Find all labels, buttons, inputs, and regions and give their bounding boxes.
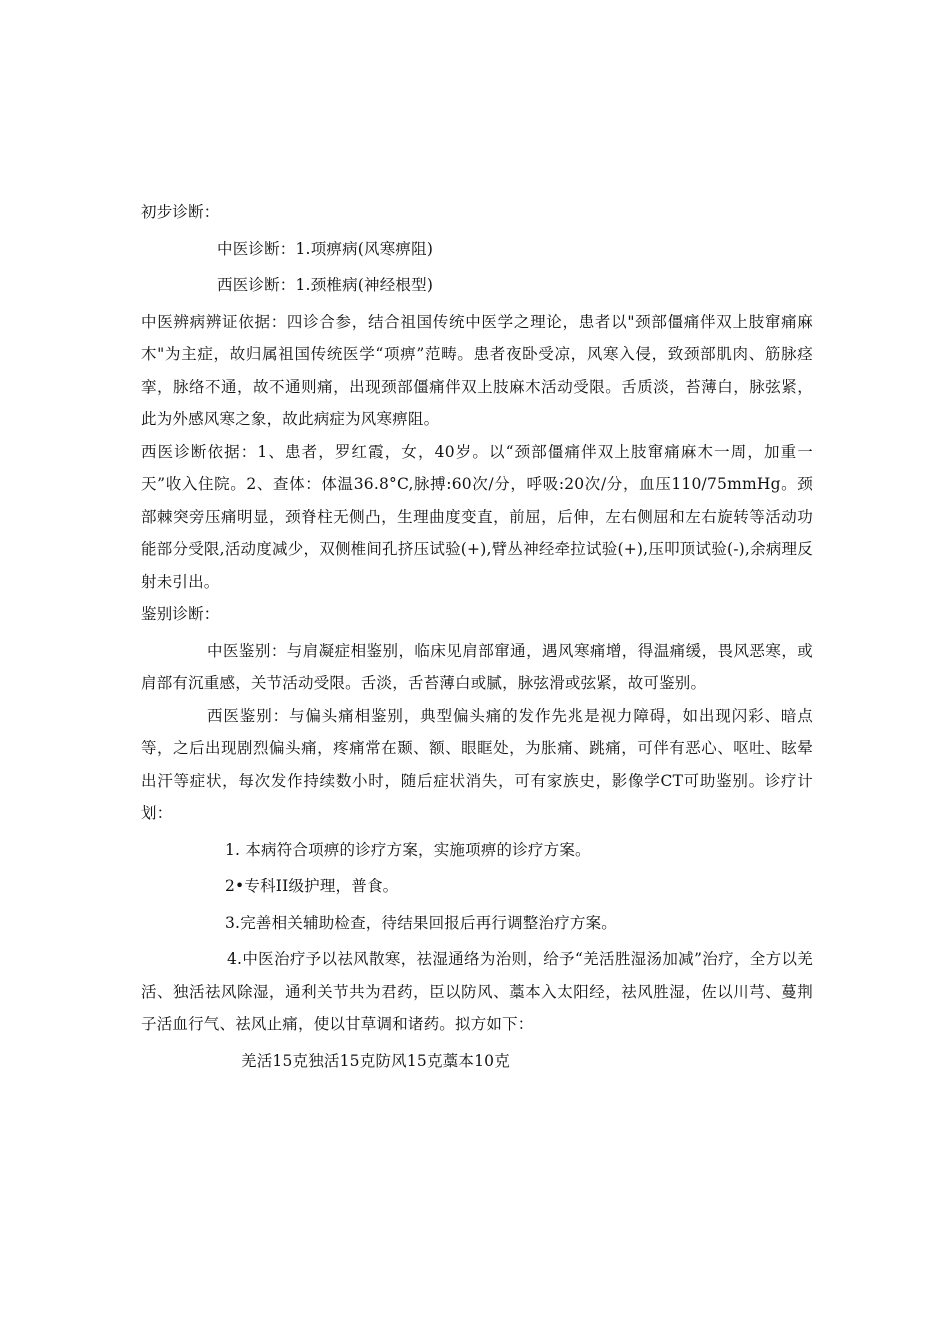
wm-basis-paragraph: 西医诊断依据：1、患者，罗红霞，女，40岁。以“颈部僵痛伴双上肢窜痛麻木一周，加重一天”收入住院。2、查体：体温36.8°C,脉搏:60次/分，呼吸:20次/分，血压110/75mmHg。颈部棘突旁压痛明显，颈脊柱无侧凸，生理曲度变直，前屈，后伸，左右侧屈和左右旋转等活动功能部分受限,活动度减少，双侧椎间孔挤压试验(+),臂丛神经牵拉试验(+),压叩顶试验(-),余病理反射未引出。 <box>141 442 813 591</box>
prescription-line: 羌活15克独活15克防风15克藁本10克 <box>241 1051 510 1070</box>
tcm-basis-paragraph: 中医辨病辨证依据：四诊合参，结合祖国传统中医学之理论，患者以"颈部僵痛伴双上肢窜痛麻木"为主症，故归属祖国传统医学“项痹”范畴。患者夜卧受凉，风寒入侵，致颈部肌肉、筋脉痉挛，脉络不通，故不通则痛，出现颈部僵痛伴双上肢麻木活动受限。舌质淡，苔薄白，脉弦紧，此为外感风寒之象，故此病症为风寒痹阻。 <box>141 312 813 428</box>
tcm-differential-paragraph: 中医鉴别：与肩凝症相鉴别，临床见肩部窜通，遇风寒痛增，得温痛缓，畏风恶寒，或肩部有沉重感，关节活动受限。舌淡，舌苔薄白或腻，脉弦滑或弦紧，故可鉴别。 <box>141 641 813 692</box>
plan-item-1: 1. 本病符合项痹的诊疗方案，实施项痹的诊疗方案。 <box>225 840 591 859</box>
plan-item-2: 2•专科II级护理，普食。 <box>225 877 399 895</box>
prelim-diagnosis-heading: 初步诊断： <box>141 203 220 221</box>
tcm-diagnosis-line: 中医诊断：1.项痹病(风寒痹阻) <box>217 239 434 258</box>
plan-item-4: 4.中医治疗予以祛风散寒，祛湿通络为治则，给予“羌活胜湿汤加减”治疗，全方以羌活、独活祛风除湿，通利关节共为君药，臣以防风、藁本入太阳经，祛风胜湿，佐以川芎、蔓荆子活血行气、祛风止痛，使以甘草调和诸药。拟方如下： <box>141 950 813 1033</box>
wm-diagnosis-line: 西医诊断：1.颈椎病(神经根型) <box>217 276 434 294</box>
differential-diagnosis-heading: 鉴别诊断： <box>141 605 220 623</box>
document-body <box>141 196 813 1077</box>
plan-item-3: 3.完善相关辅助检查，待结果回报后再行调整治疗方案。 <box>225 913 617 932</box>
wm-differential-paragraph: 西医鉴别：与偏头痛相鉴别，典型偏头痛的发作先兆是视力障碍，如出现闪彩、暗点等，之后出现剧烈偏头痛，疼痛常在颞、额、眼眶处，为胀痛、跳痛，可伴有恶心、呕吐、眩晕出汗等症状，每次发作持续数小时，随后症状消失，可有家族史，影像学CT可助鉴别。诊疗计划： <box>141 706 813 822</box>
